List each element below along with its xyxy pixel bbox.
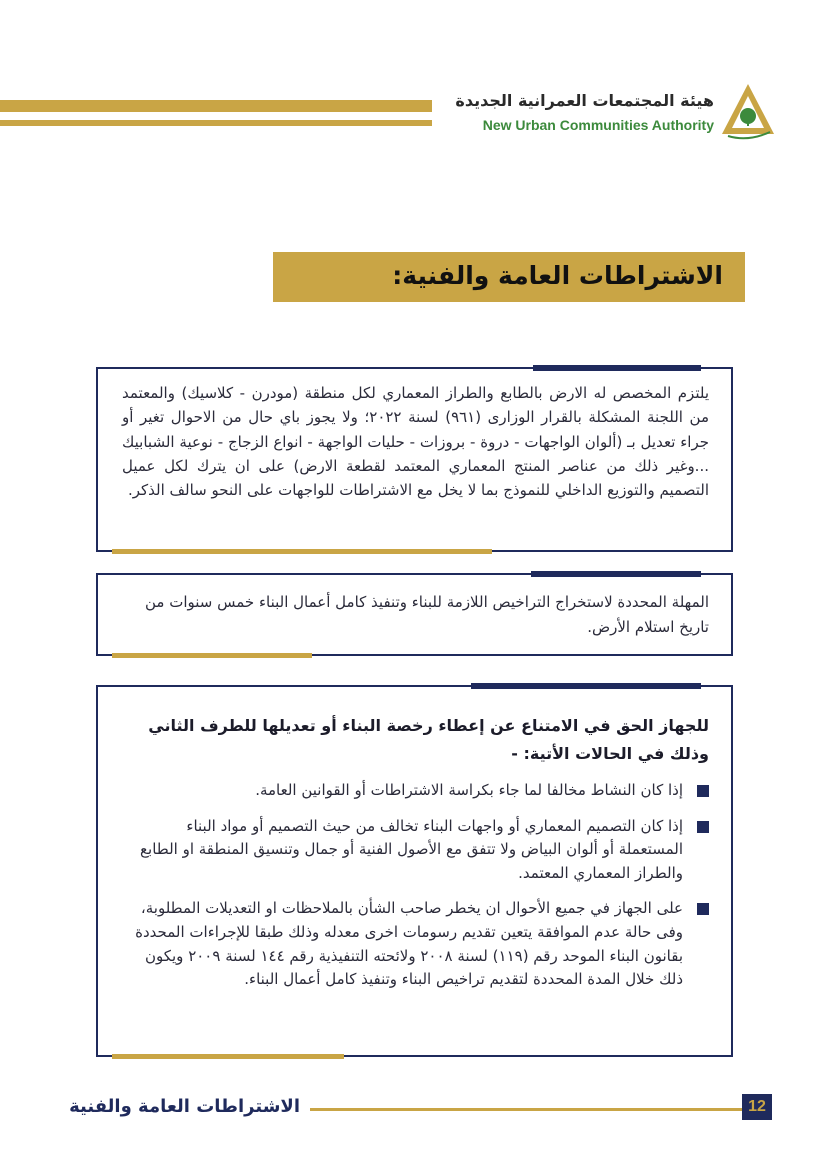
section-title: الاشتراطات العامة والفنية: xyxy=(392,261,723,290)
box-top-accent xyxy=(531,571,701,577)
nuca-logo-icon xyxy=(718,80,778,140)
license-deadline-text: المهلة المحددة لاستخراج التراخيص اللازمة للبناء وتنفيذ كامل أعمال البناء خمس سنوات من تاريخ استلام الأرض. xyxy=(145,593,709,636)
section-title-banner xyxy=(273,252,745,302)
header-accent-bar-bottom xyxy=(0,120,432,126)
box-top-accent xyxy=(471,683,701,689)
building-style-requirements-box xyxy=(96,367,733,552)
page-number: 12 xyxy=(742,1094,772,1120)
list-item xyxy=(118,897,709,991)
header-accent-bar-top xyxy=(0,100,432,112)
license-refusal-heading: للجهاز الحق في الامتناع عن إعطاء رخصة البناء أو تعديلها للطرف الثاني وذلك في الحالات الأتية: - xyxy=(148,716,709,763)
list-item-text: إذا كان النشاط مخالفا لما جاء بكراسة الاشتراطات أو القوانين العامة. xyxy=(255,781,683,799)
list-item xyxy=(118,815,709,886)
footer-title: الاشتراطات العامة والفنية xyxy=(69,1096,300,1117)
box-bottom-accent xyxy=(112,1054,344,1059)
list-item-text: على الجهاز في جميع الأحوال ان يخطر صاحب الشأن بالملاحظات او التعديلات المطلوبة، وفى حالة عدم الموافقة يتعين تقديم رسومات اخرى معدله وذلك طبقا للإجراءات المحددة بقانون البناء الموحد رقم (١١٩) لسنة ٢٠٠٨ ولائحته التنفيذية رقم ١٤٤ لسنة ٢٠٠٩ ويكون ذلك خلال المدة المحددة لتقديم تراخيص البناء وتنفيذ كامل أعمال البناء. xyxy=(135,899,683,989)
license-deadline-box xyxy=(96,573,733,656)
org-name-english: New Urban Communities Authority xyxy=(482,117,714,133)
square-bullet-icon xyxy=(697,903,709,915)
box-bottom-accent xyxy=(112,653,312,658)
refusal-cases-list xyxy=(118,779,709,1004)
square-bullet-icon xyxy=(697,785,709,797)
square-bullet-icon xyxy=(697,821,709,833)
box-bottom-accent xyxy=(112,549,492,554)
list-item-text: إذا كان التصميم المعماري أو واجهات البناء تخالف من حيث التصميم أو مواد البناء المستعملة أو ألوان البياض ولا تتفق مع الأصول الفنية أو جمال وتنسيق المنطقة او الطابع والطراز المعماري المعتمد. xyxy=(140,816,683,882)
list-item xyxy=(118,779,709,803)
footer-divider xyxy=(310,1108,742,1111)
license-refusal-box xyxy=(96,685,733,1057)
box-top-accent xyxy=(533,365,701,371)
org-name-arabic: هيئة المجتمعات العمرانية الجديدة xyxy=(455,91,714,110)
building-style-text: يلتزم المخصص له الارض بالطابع والطراز المعماري لكل منطقة (مودرن - كلاسيك) والمعتمد من اللجنة المشكلة بالقرار الوزارى (٩٦١) لسنة ٢٠٢٢؛ ولا يجوز باي حال من الاحوال تغير أو جراء تعديل بـ (ألوان الواجهات - دروة - بروزات - حليات الواجهة - انواع الزجاج - نوعية الشبابيك ...وغير ذلك من عناصر المنتج المعماري المعتمد لقطعة الارض) على ان يترك لكل عميل التصميم والتوزيع الداخلي للنموذج بما لا يخل مع الاشتراطات للواجهات على النحو سالف الذكر. xyxy=(122,384,709,500)
